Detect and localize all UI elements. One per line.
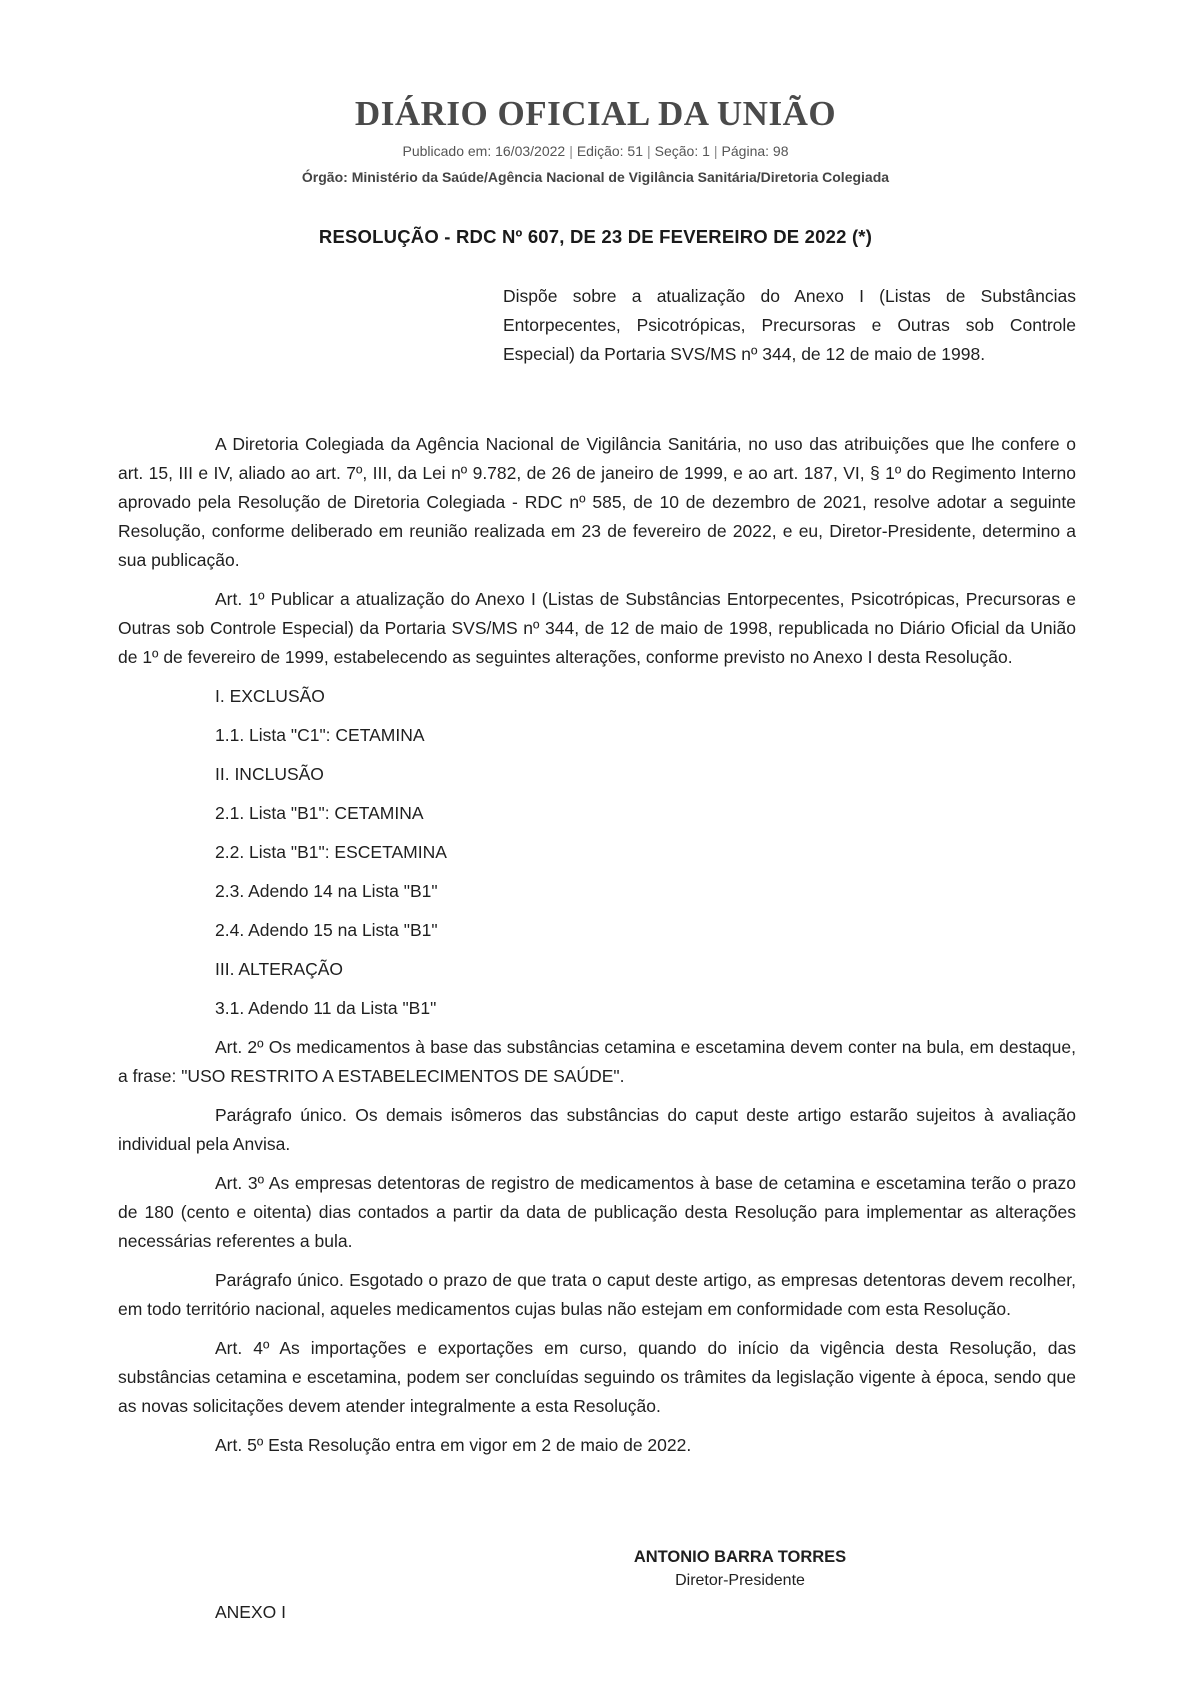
signatory-role: Diretor-Presidente (675, 1572, 805, 1589)
edition-number: Edição: 51 (576, 143, 643, 159)
signature-block (560, 1545, 920, 1593)
meta-separator: | (569, 143, 573, 159)
list-item: II. INCLUSÃO (215, 764, 324, 784)
publication-meta (0, 142, 1191, 160)
resolution-body (118, 430, 1076, 1470)
list-item: III. ALTERAÇÃO (215, 959, 344, 979)
section-number: Seção: 1 (654, 143, 710, 159)
ementa: Dispõe sobre a atualização do Anexo I (Listas de Substâncias Entorpecentes, Psicotrópicas, Precursoras e Outras sob Controle Especial) da Portaria SVS/MS nº 344, de 12 de maio de 1998. (503, 286, 1076, 364)
article-3-paragraph: Parágrafo único. Esgotado o prazo de que trata o caput deste artigo, as empresas detentoras devem recolher, em todo território nacional, aqueles medicamentos cujas bulas não estejam em conformidade com esta Resolução. (118, 1270, 1076, 1319)
newspaper-title: DIÁRIO OFICIAL DA UNIÃO (354, 94, 837, 133)
orgao-value: Ministério da Saúde/Agência Nacional de Vigilância Sanitária/Diretoria Colegiada (351, 169, 890, 185)
list-item: 2.2. Lista "B1": ESCETAMINA (215, 842, 447, 862)
article-4: Art. 4º As importações e exportações em curso, quando do início da vigência desta Resolução, das substâncias cetamina e escetamina, podem ser concluídas seguindo os trâmites da legislação vigente à época, sendo que as novas solicitações devem atender integralmente a esta Resolução. (118, 1338, 1076, 1416)
resolution-title: RESOLUÇÃO - RDC Nº 607, DE 23 DE FEVEREIRO DE 2022 (*) (318, 226, 873, 247)
preamble-paragraph: A Diretoria Colegiada da Agência Nacional de Vigilância Sanitária, no uso das atribuições que lhe confere o art. 15, III e IV, aliado ao art. 7º, III, da Lei nº 9.782, de 26 de janeiro de 1999, e ao art. 187, VI, § 1º do Regimento Interno aprovado pela Resolução de Diretoria Colegiada - RDC nº 585, de 10 de dezembro de 2021, resolve adotar a seguinte Resolução, conforme deliberado em reunião realizada em 23 de fevereiro de 2022, e eu, Diretor-Presidente, determino a sua publicação. (118, 434, 1076, 570)
meta-separator: | (647, 143, 651, 159)
page-number: Página: 98 (721, 143, 789, 159)
orgao-line (0, 168, 1191, 186)
list-item: I. EXCLUSÃO (215, 686, 325, 706)
article-1: Art. 1º Publicar a atualização do Anexo I (Listas de Substâncias Entorpecentes, Psicotrópicas, Precursoras e Outras sob Controle Especial) da Portaria SVS/MS nº 344, de 12 de maio de 1998, republicada no Diário Oficial da União de 1º de fevereiro de 1999, estabelecendo as seguintes alterações, conforme previsto no Anexo I desta Resolução. (118, 589, 1076, 667)
annex-heading: ANEXO I (215, 1602, 286, 1622)
article-2-paragraph: Parágrafo único. Os demais isômeros das substâncias do caput deste artigo estarão sujeitos à avaliação individual pela Anvisa. (118, 1105, 1076, 1154)
list-item: 1.1. Lista "C1": CETAMINA (215, 725, 425, 745)
list-item: 2.4. Adendo 15 na Lista "B1" (215, 920, 438, 940)
signatory-name: ANTONIO BARRA TORRES (633, 1548, 847, 1566)
orgao-label: Órgão: (301, 169, 348, 185)
article-3: Art. 3º As empresas detentoras de registro de medicamentos à base de cetamina e escetamina terão o prazo de 180 (cento e oitenta) dias contados a partir da data de publicação desta Resolução para implementar as alterações necessárias referentes a bula. (118, 1173, 1076, 1251)
list-item: 2.1. Lista "B1": CETAMINA (215, 803, 424, 823)
list-item: 3.1. Adendo 11 da Lista "B1" (215, 998, 437, 1018)
meta-separator: | (713, 143, 718, 159)
article-5: Art. 5º Esta Resolução entra em vigor em 2 de maio de 2022. (215, 1435, 692, 1455)
list-item: 2.3. Adendo 14 na Lista "B1" (215, 881, 438, 901)
published-date: Publicado em: 16/03/2022 (402, 143, 566, 159)
article-2: Art. 2º Os medicamentos à base das substâncias cetamina e escetamina devem conter na bula, em destaque, a frase: "USO RESTRITO A ESTABELECIMENTOS DE SAÚDE". (118, 1037, 1076, 1086)
masthead (0, 92, 1191, 186)
